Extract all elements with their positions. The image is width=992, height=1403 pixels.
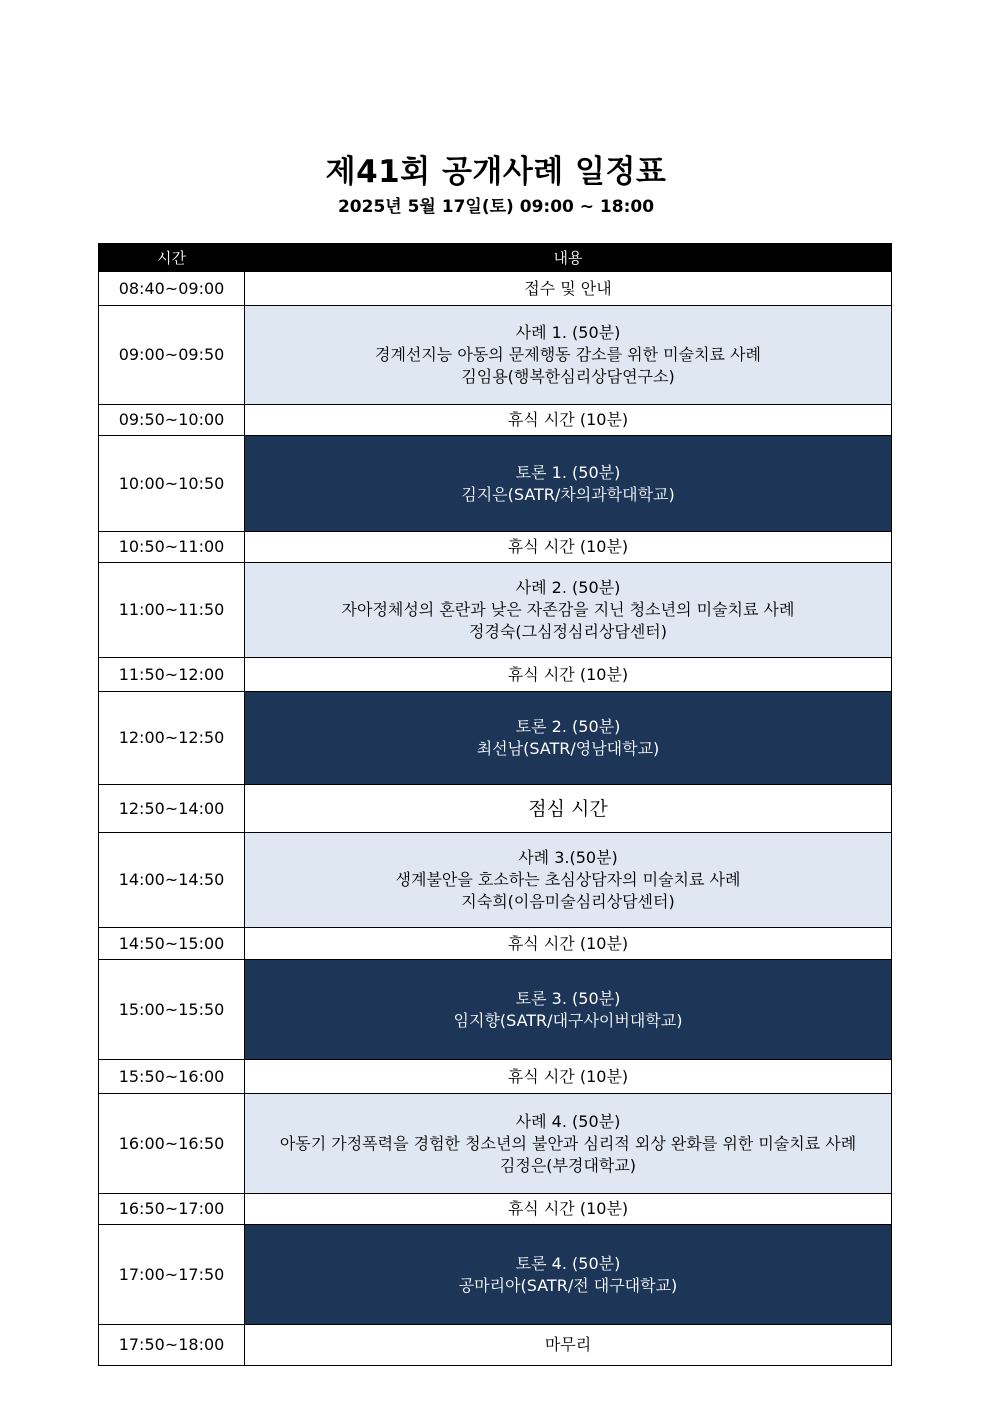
schedule-row	[99, 436, 892, 532]
schedule-row	[99, 405, 892, 436]
content-cell	[245, 658, 892, 692]
session-title: 토론 4. (50분)	[515, 1253, 621, 1273]
page-title: 제41회 공개사례 일정표	[325, 154, 667, 190]
schedule-row	[99, 1194, 892, 1225]
schedule-row	[99, 785, 892, 833]
time-cell: 12:00~12:50	[99, 692, 245, 785]
schedule-row	[99, 532, 892, 563]
time-cell: 12:50~14:00	[99, 785, 245, 833]
time-cell: 10:00~10:50	[99, 436, 245, 532]
content-cell	[245, 436, 892, 532]
session-title: 휴식 시간 (10분)	[507, 1199, 629, 1218]
session-title: 토론 2. (50분)	[515, 717, 621, 736]
schedule-body	[99, 272, 892, 1366]
schedule-row	[99, 658, 892, 692]
content-cell	[245, 272, 892, 306]
time-cell: 17:00~17:50	[99, 1225, 245, 1325]
session-title: 접수 및 안내	[524, 278, 612, 298]
column-header-time: 시간	[99, 244, 245, 272]
session-detail: 지숙희(이음미술심리상담센터)	[461, 892, 675, 911]
content-cell	[245, 785, 892, 833]
table-header-row	[99, 244, 892, 272]
time-cell: 10:50~11:00	[99, 532, 245, 563]
session-title: 휴식 시간 (10분)	[507, 664, 629, 684]
time-cell: 15:00~15:50	[99, 960, 245, 1060]
session-title: 점심 시간	[528, 797, 608, 820]
session-detail: 김지은(SATR/차의과학대학교)	[461, 484, 675, 504]
schedule-row	[99, 928, 892, 960]
session-title: 사례 3.(50분)	[518, 848, 618, 867]
content-cell	[245, 532, 892, 563]
content-cell	[245, 692, 892, 785]
content-cell	[245, 960, 892, 1060]
time-cell: 14:00~14:50	[99, 833, 245, 928]
schedule-row	[99, 1060, 892, 1094]
content-cell	[245, 405, 892, 436]
content-cell	[245, 1194, 892, 1225]
session-detail: 김임용(행복한심리상담연구소)	[461, 367, 675, 386]
session-title: 사례 1. (50분)	[515, 323, 621, 342]
session-detail: 생계불안을 호소하는 초심상담자의 미술치료 사례	[395, 870, 741, 889]
schedule-row	[99, 306, 892, 405]
session-detail: 김정은(부경대학교)	[499, 1155, 637, 1175]
time-cell: 17:50~18:00	[99, 1325, 245, 1366]
content-cell	[245, 833, 892, 928]
schedule-table	[98, 243, 892, 1366]
session-detail: 아동기 가정폭력을 경험한 청소년의 불안과 심리적 외상 완화를 위한 미술치료 사례	[279, 1133, 857, 1153]
content-cell	[245, 306, 892, 405]
time-cell: 16:50~17:00	[99, 1194, 245, 1225]
content-cell	[245, 1225, 892, 1325]
time-cell: 08:40~09:00	[99, 272, 245, 306]
session-detail: 정경숙(그심정심리상담센터)	[469, 622, 667, 641]
content-cell	[245, 928, 892, 960]
session-title: 사례 4. (50분)	[515, 1111, 621, 1131]
content-cell	[245, 1325, 892, 1366]
schedule-row	[99, 1225, 892, 1325]
time-cell: 16:00~16:50	[99, 1094, 245, 1194]
content-cell	[245, 1094, 892, 1194]
session-detail: 경계선지능 아동의 문제행동 감소를 위한 미술치료 사례	[374, 345, 761, 364]
session-detail: 최선남(SATR/영남대학교)	[476, 739, 660, 758]
session-title: 휴식 시간 (10분)	[507, 410, 629, 429]
time-cell: 11:50~12:00	[99, 658, 245, 692]
time-cell: 09:00~09:50	[99, 306, 245, 405]
event-date: 2025년 5월 17일(토) 09:00 ~ 18:00	[337, 197, 655, 217]
time-cell: 11:00~11:50	[99, 563, 245, 658]
time-cell: 14:50~15:00	[99, 928, 245, 960]
session-title: 사례 2. (50분)	[515, 578, 621, 597]
schedule-row	[99, 960, 892, 1060]
time-cell: 09:50~10:00	[99, 405, 245, 436]
session-title: 마무리	[544, 1335, 592, 1354]
column-header-content: 내용	[245, 244, 892, 272]
session-detail: 임지향(SATR/대구사이버대학교)	[453, 1010, 683, 1030]
schedule-row	[99, 692, 892, 785]
session-title: 토론 1. (50분)	[515, 462, 621, 482]
time-cell: 15:50~16:00	[99, 1060, 245, 1094]
schedule-row	[99, 563, 892, 658]
session-title: 휴식 시간 (10분)	[507, 1066, 629, 1086]
session-title: 휴식 시간 (10분)	[507, 537, 629, 556]
schedule-row	[99, 272, 892, 306]
content-cell	[245, 563, 892, 658]
schedule-row	[99, 1325, 892, 1366]
content-cell	[245, 1060, 892, 1094]
session-detail: 공마리아(SATR/전 대구대학교)	[458, 1275, 678, 1295]
schedule-row	[99, 833, 892, 928]
schedule-row	[99, 1094, 892, 1194]
session-title: 휴식 시간 (10분)	[507, 933, 629, 953]
session-detail: 자아정체성의 혼란과 낮은 자존감을 지닌 청소년의 미술치료 사례	[341, 600, 795, 619]
session-title: 토론 3. (50분)	[515, 988, 621, 1008]
